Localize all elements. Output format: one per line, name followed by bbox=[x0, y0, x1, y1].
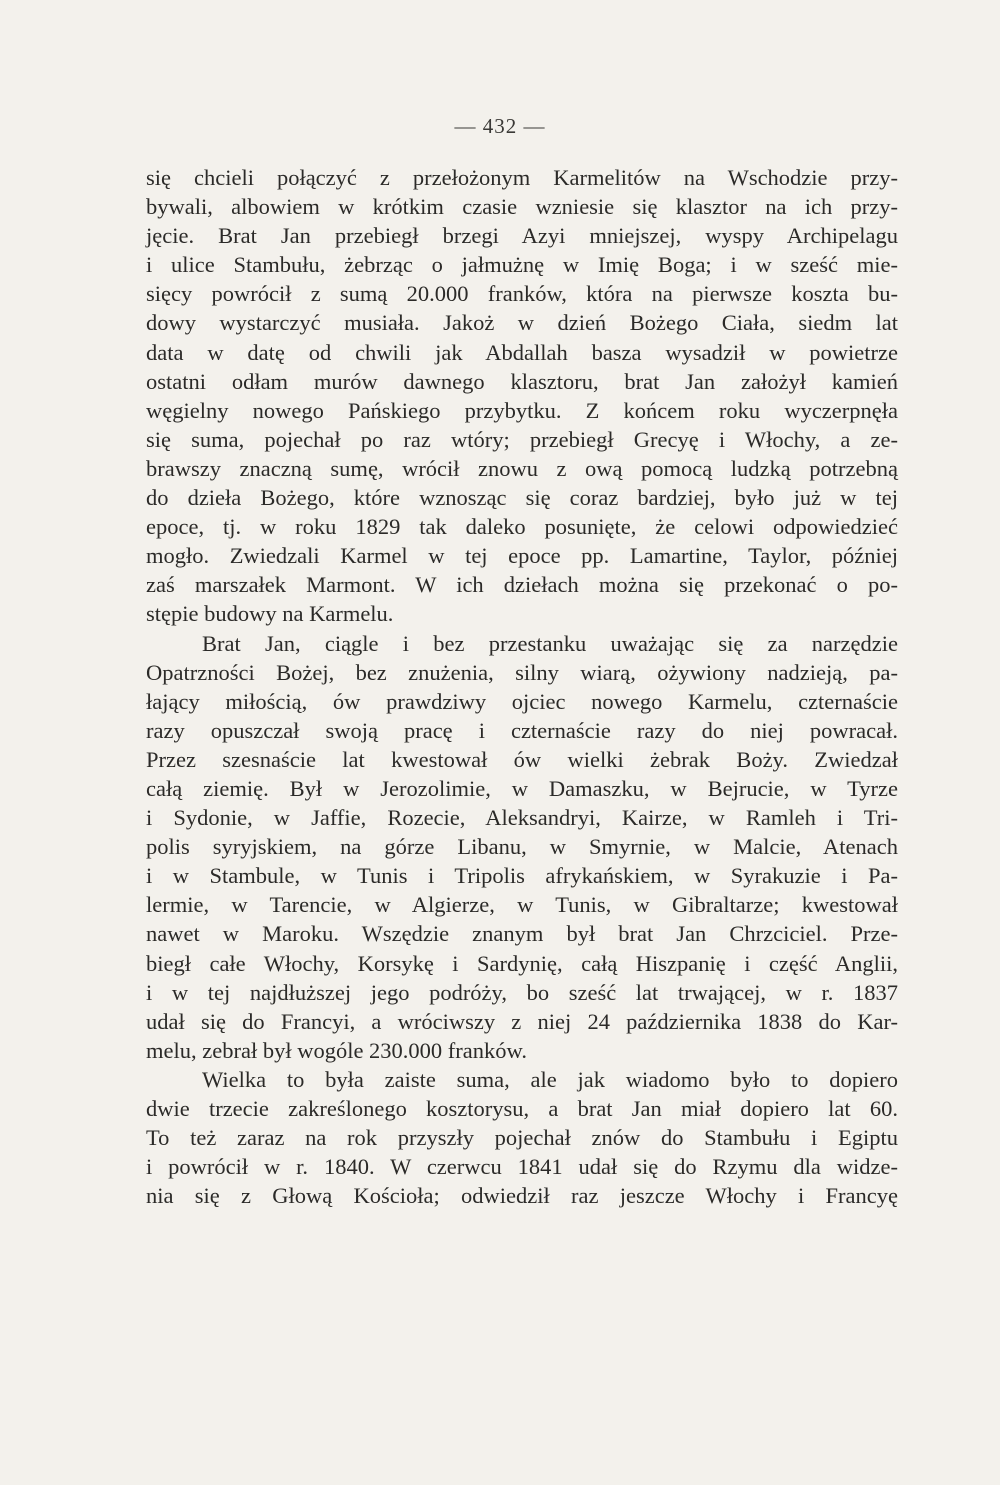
text-line: mogło. Zwiedzali Karmel w tej epoce pp. Lamartine, Taylor, później bbox=[146, 543, 898, 569]
text-line: do dzieła Bożego, które wznosząc się coraz bardziej, było już w tej bbox=[146, 485, 898, 511]
text-line: Wielka to była zaiste suma, ale jak wiadomo było to dopiero bbox=[202, 1066, 898, 1092]
text-line: Przez szesnaście lat kwestował ów wielki żebrak Boży. Zwiedzał bbox=[146, 746, 898, 772]
text-line: węgielny nowego Pańskiego przybytku. Z końcem roku wyczerpnęła bbox=[146, 397, 898, 423]
text-line: udał się do Francyi, a wróciwszy z niej 24 października 1838 do Kar- bbox=[146, 1008, 898, 1034]
text-line: łający miłością, ów prawdziwy ojciec nowego Karmelu, czternaście bbox=[146, 688, 898, 714]
text-line: bywali, albowiem w krótkim czasie wzniesie się klasztor na ich przy- bbox=[146, 194, 898, 220]
text-line: ostatni odłam murów dawnego klasztoru, brat Jan założył kamień bbox=[146, 368, 898, 394]
text-line: zaś marszałek Marmont. W ich dziełach można się przekonać o po- bbox=[146, 572, 898, 598]
text-line: i Sydonie, w Jaffie, Rozecie, Aleksandryi, Kairze, w Ramleh i Tri- bbox=[146, 805, 898, 831]
text-line: nia się z Głową Kościoła; odwiedził raz jeszcze Włochy i Francyę bbox=[146, 1183, 898, 1209]
text-line: Brat Jan, ciągle i bez przestanku uważając się za narzędzie bbox=[202, 630, 898, 656]
text-line: razy opuszczał swoją pracę i czternaście razy do niej powracał. bbox=[146, 717, 898, 743]
text-line: i w tej najdłuższej jego podróży, bo sześć lat trwającej, w r. 1837 bbox=[146, 979, 898, 1005]
text-line: To też zaraz na rok przyszły pojechał znów do Stambułu i Egiptu bbox=[146, 1125, 898, 1151]
text-line: lermie, w Tarencie, w Algierze, w Tunis, w Gibraltarze; kwestował bbox=[146, 892, 898, 918]
text-line: i powrócił w r. 1840. W czerwcu 1841 udał się do Rzymu dla widze- bbox=[146, 1154, 898, 1180]
text-line: jęcie. Brat Jan przebiegł brzegi Azyi mniejszej, wyspy Archipelagu bbox=[146, 223, 898, 249]
text-line: melu, zebrał był wogóle 230.000 franków. bbox=[146, 1037, 527, 1063]
text-line: nawet w Maroku. Wszędzie znanym był brat Jan Chrzciciel. Prze- bbox=[146, 921, 898, 947]
text-line: dowy wystarczyć musiała. Jakoż w dzień Bożego Ciała, siedm lat bbox=[146, 310, 898, 336]
page-number: — 432 — bbox=[454, 114, 546, 138]
text-line: brawszy znaczną sumę, wrócił znowu z ową pomocą ludzką potrzebną bbox=[146, 455, 898, 481]
text-line: biegł całe Włochy, Korsykę i Sardynię, całą Hiszpanię i część Anglii, bbox=[146, 950, 898, 976]
text-line: stępie budowy na Karmelu. bbox=[146, 601, 394, 627]
body-text bbox=[146, 163, 898, 1210]
text-line: się chcieli połączyć z przełożonym Karmelitów na Wschodzie przy- bbox=[146, 165, 898, 190]
text-line: i ulice Stambułu, żebrząc o jałmużnę w Imię Boga; i w sześć mie- bbox=[146, 252, 898, 278]
text-line: data w datę od chwili jak Abdallah basza wysadził w powietrze bbox=[146, 339, 898, 365]
text-line: całą ziemię. Był w Jerozolimie, w Damaszku, w Bejrucie, w Tyrze bbox=[146, 775, 898, 801]
text-line: dwie trzecie zakreślonego kosztorysu, a brat Jan miał dopiero lat 60. bbox=[146, 1096, 898, 1121]
text-line: i w Stambule, w Tunis i Tripolis afrykańskiem, w Syrakuzie i Pa- bbox=[146, 863, 898, 889]
text-line: polis syryjskiem, na górze Libanu, w Smyrnie, w Malcie, Atenach bbox=[146, 834, 898, 860]
text-line: sięcy powrócił z sumą 20.000 franków, która na pierwsze koszta bu- bbox=[146, 281, 898, 307]
text-line: Opatrzności Bożej, bez znużenia, silny wiarą, ożywiony nadzieją, pa- bbox=[146, 659, 898, 685]
text-line: się suma, pojechał po raz wtóry; przebiegł Grecyę i Włochy, a ze- bbox=[146, 426, 898, 452]
text-line: epoce, tj. w roku 1829 tak daleko posunięte, że celowi odpowiedzieć bbox=[146, 514, 898, 540]
